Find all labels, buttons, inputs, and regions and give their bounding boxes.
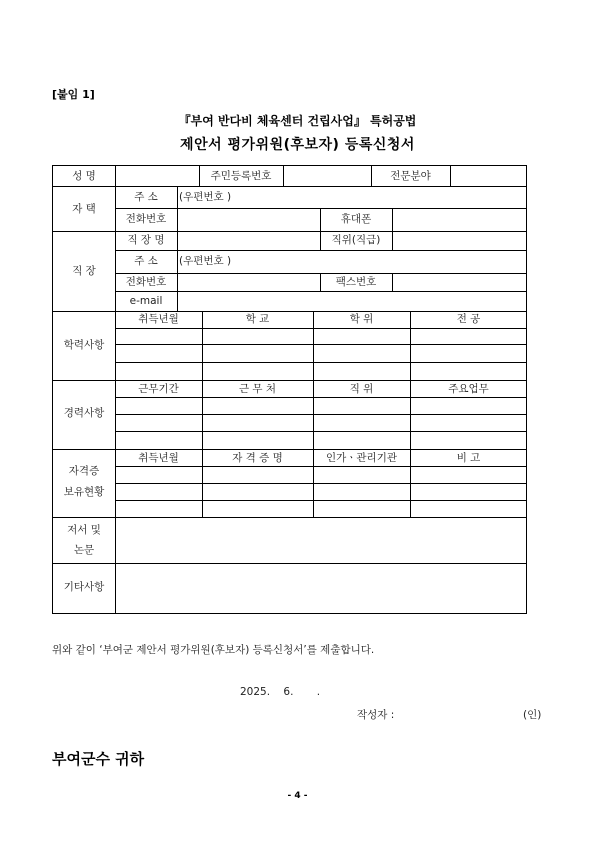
label-work-address: 주 소 xyxy=(134,255,158,267)
label-home: 자 택 xyxy=(72,203,96,215)
header-workplace: 근 무 처 xyxy=(238,383,277,395)
header-remarks: 비 고 xyxy=(456,452,481,464)
row-line xyxy=(115,466,527,467)
row-line xyxy=(115,362,527,363)
work-postal-code: (우편번호 ) xyxy=(179,255,232,267)
label-papers: 논문 xyxy=(73,544,95,556)
col-line xyxy=(392,273,393,291)
col-line xyxy=(177,186,178,311)
header-work-period: 근무기간 xyxy=(138,383,179,395)
row-line xyxy=(115,414,527,415)
label-mobile: 휴대폰 xyxy=(340,213,372,225)
label-certificates: 자격증 xyxy=(68,465,100,477)
label-fax: 팩스번호 xyxy=(335,276,377,288)
row-line xyxy=(53,231,527,232)
label-publications: 저서 및 xyxy=(67,524,101,536)
label-workplace: 직 장 명 xyxy=(127,234,165,246)
col-line xyxy=(283,166,284,186)
col-line xyxy=(410,311,411,517)
col-line xyxy=(313,311,314,517)
row-line xyxy=(53,563,527,564)
form-title: 제안서 평가위원(후보자) 등록신청서 xyxy=(180,137,415,153)
label-work: 직 장 xyxy=(72,265,96,277)
row-line xyxy=(115,500,527,501)
row-line xyxy=(115,431,527,432)
registration-form-table xyxy=(52,165,527,614)
header-degree: 학 위 xyxy=(349,313,374,325)
label-home-phone: 전화번호 xyxy=(125,213,167,225)
label-education: 학력사항 xyxy=(63,339,105,351)
declaration-text: 위와 같이 ‘부여군 제안서 평가위원(후보자) 등록신청서’를 제출합니다. xyxy=(52,644,375,656)
attachment-label: [붙임 1] xyxy=(52,88,95,101)
row-line xyxy=(115,483,527,484)
header-job-position: 직 위 xyxy=(349,383,374,395)
label-name: 성 명 xyxy=(72,170,96,182)
row-line xyxy=(115,397,527,398)
label-position: 직위(직급) xyxy=(331,234,381,246)
col-line xyxy=(392,208,393,231)
page-number: - 4 - xyxy=(287,791,308,801)
header-main-duties: 주요업무 xyxy=(448,383,489,395)
seal-mark: (인) xyxy=(523,709,542,721)
col-line xyxy=(392,231,393,250)
addressee: 부여군수 귀하 xyxy=(52,750,145,768)
col-line xyxy=(202,311,203,517)
label-certificates-holdings: 보유현황 xyxy=(63,486,105,498)
header-issuer: 인가ㆍ관리기관 xyxy=(325,452,397,464)
application-date: 2025. 6. . xyxy=(240,686,321,698)
row-line xyxy=(53,186,527,187)
writer-label: 작성자 : xyxy=(357,709,395,721)
label-career: 경력사항 xyxy=(63,407,105,419)
form-title-project: 『부여 반다비 체육센터 건립사업』 특허공법 xyxy=(178,114,417,128)
header-cert-name: 자 격 증 명 xyxy=(232,452,283,464)
header-cert-acquired-date: 취득년월 xyxy=(138,452,179,464)
label-other: 기타사항 xyxy=(63,581,105,593)
col-line xyxy=(450,166,451,186)
home-postal-code: (우편번호 ) xyxy=(179,191,232,203)
header-acquired-date: 취득년월 xyxy=(138,313,179,325)
label-work-phone: 전화번호 xyxy=(125,276,167,288)
label-specialty: 전문분야 xyxy=(390,170,431,182)
row-line xyxy=(53,517,527,518)
row-line xyxy=(53,449,527,450)
row-line xyxy=(53,311,527,312)
header-school: 학 교 xyxy=(245,313,270,325)
row-line xyxy=(115,344,527,345)
label-email: e-mail xyxy=(129,295,163,307)
label-resident-number: 주민등록번호 xyxy=(210,170,272,182)
row-line xyxy=(53,380,527,381)
label-home-address: 주 소 xyxy=(134,191,158,203)
header-major: 전 공 xyxy=(456,313,481,325)
row-line xyxy=(115,328,527,329)
